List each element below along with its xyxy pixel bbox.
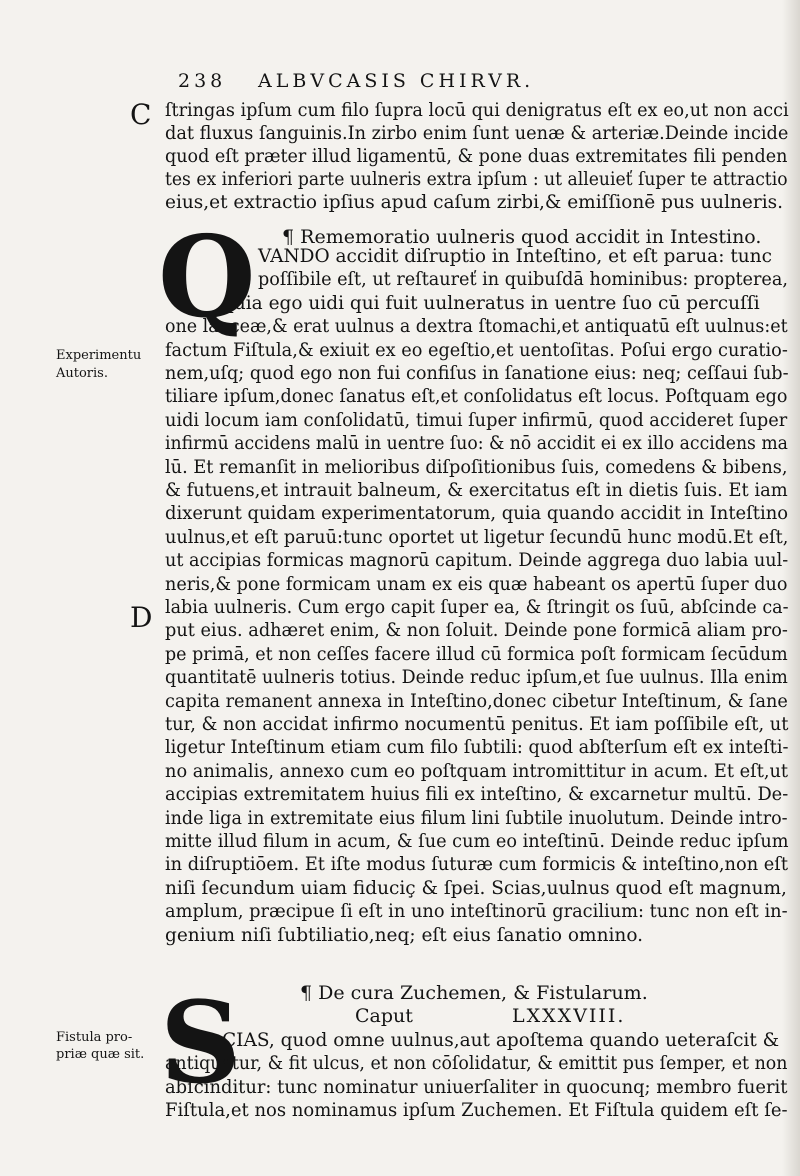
text-line: Fiſtula,et nos nominamus ipſum Zuchemen. Et Fiſtula quidem eſt ſe- [165,1099,788,1121]
text-line: one lanceæ,& erat uulnus a dextra ſtomachi,et antiquatū eſt uulnus:et [165,316,788,338]
page-number: 238 [178,70,227,92]
chapter-heading-fistula: ¶ De cura Zuchemen, & Fistularum. [300,982,648,1004]
text-line: capita remanent annexa in Inteſtino,donec cibetur Inteſtinum, & ſane [165,690,788,712]
pilcrow-icon: ¶ [282,226,301,248]
text-line: VANDO accidit diſruptio in Inteſtino, et eſt parua: tunc [258,246,772,267]
chapter-heading-intestine: ¶ Rememoratio uulneris quod accidit in Intestino. [282,226,762,248]
text-line: uidi locum iam conſolidatū, timui ſuper infirmū, quod accideret ſuper [165,409,788,431]
text-line: CIAS, quod omne uulnus,aut apoſtema quando ueteraſcit & [222,1030,780,1051]
text-line: antiquatur, & fit ulcus, et non cōſolidatur, & emittit pus ſemper, et non [165,1053,788,1075]
text-line: eius,et extractio ipſius apud caſum zirbi,& emiſſionē pus uulneris. [165,192,784,213]
text-line: lū. Et remanſit in melioribus diſpoſitionibus ſuis, comedens & bibens, [165,456,788,478]
text-line: & futuens,et intrauit balneum, & exercitatus eſt in dietis ſuis. Et iam [165,480,788,501]
section-letter-c: C [130,98,152,131]
text-line: genium niſi ſubtiliatio,neq; eſt eius ſanatio omnino. [165,924,644,946]
text-line: mitte illud filum in acum, & ſue cum eo inteſtinū. Deinde reduc ipſum [165,831,789,852]
text-line: inde liga in extremitate eius filum lini ſubtile inuolutum. Deinde intro- [165,807,788,829]
text-line: tes ex inferiori parte uulneris extra ipſum : ut alleuieť ſuper te attractio [165,169,788,190]
text-line: accipias extremitatem huius fili ex inteſtino, & excarnetur multū. De- [165,784,789,806]
text-line: dat fluxus ſanguinis.In zirbo enim ſunt uenæ & arteriæ.Deinde incide [165,123,789,144]
text-line: poſſibile eſt, ut reſtaureť in quibuſdā hominibus: propterea, [258,269,788,291]
caput-label: Caput [355,1005,413,1027]
text-line: abſcinditur: tunc nominatur uniuerſaliter in quocunq; membro fuerit [165,1076,788,1098]
text-line: tur, & non accidat infirmo nocumentū penitus. Et iam poſſibile eſt, ut [165,714,789,735]
text-line: ut accipias formicas magnorū capitum. Deinde aggrega duo labia uul- [165,550,789,572]
pilcrow-icon: ¶ [300,982,319,1004]
text-line: no animalis, annexo cum eo poſtquam intromittitur in acum. Et eſt,ut [165,760,789,782]
text-line: neris,& pone formicam unam ex eis quæ habeant os apertū ſuper duo [165,573,788,595]
text-line: dixerunt quidam experimentatorum, quia quando accidit in Inteſtino [165,503,789,525]
initial-q: Q [158,212,256,343]
text-line: niſi ſecundum uiam fiduciç & ſpei. Scias,uulnus quod eſt magnum, [165,877,787,899]
text-line: nem,uſq; quod ego non fui confiſus in ſanatione eius: neq; ceſſaui ſub- [165,363,789,384]
text-line: labia uulneris. Cum ergo capit ſuper ea, & ſtringit os ſuū, abſcinde ca- [165,597,789,618]
text-line: in diſruptiōem. Et iſte modus ſuturæ cum formicis & inteſtino,non eſt [165,854,789,876]
margin-note-experiment-line2: Autoris. [56,366,108,381]
margin-note-experiment-line1: Experimentu [56,348,142,363]
text-line: quia ego uidi qui fuit uulneratus in uentre ſuo cū percuſſi [222,292,760,314]
text-line: quod eſt præter illud ligamentū, & pone duas extremitates fili penden [165,146,788,167]
text-line: infirmū accidens malū in uentre ſuo: & nō accidit ei ex illo accidens ma [165,433,788,455]
margin-note-fistula-line2: priæ quæ sit. [56,1047,145,1062]
running-title: ALBVCASIS CHIRVR. [258,70,535,92]
text-line: ſtringas ipſum cum filo ſupra locū qui denigratus eſt ex eo,ut non acci [165,100,789,121]
text-line: tiliare ipſum,donec ſanatus eſt,et conſolidatus eſt locus. Poſtquam ego [165,386,788,408]
text-line: amplum, præcipue ſi eſt in uno inteſtinorū gracilium: tunc non eſt in- [165,901,788,923]
text-line: pe primā, et non ceſſes facere illud cū formica poſt formicam ſecūdum [165,643,788,665]
text-line: quantitatē uulneris totius. Deinde reduc ipſum,et ſue uulnus. Illa enim [165,667,788,689]
initial-s: S [160,978,241,1109]
text-line: factum Fiſtula,& exiuit ex eo egeſtio,et uentoſitas. Poſui ergo curatio- [165,339,788,361]
text-line: ligetur Inteſtinum etiam cum filo ſubtili: quod abſterſum eſt ex inteſti- [165,737,789,759]
running-header [178,70,738,100]
caput-number: LXXXVIII. [512,1005,626,1027]
section-letter-d: D [130,601,153,634]
text-line: put eius. adhæret enim, & non ſoluit. Deinde pone formicā aliam pro- [165,620,788,642]
text-line: uulnus,et eſt paruū:tunc oportet ut ligetur ſecundū hunc modū.Et eſt, [165,526,789,548]
margin-note-fistula-line1: Fistula pro- [56,1030,133,1045]
